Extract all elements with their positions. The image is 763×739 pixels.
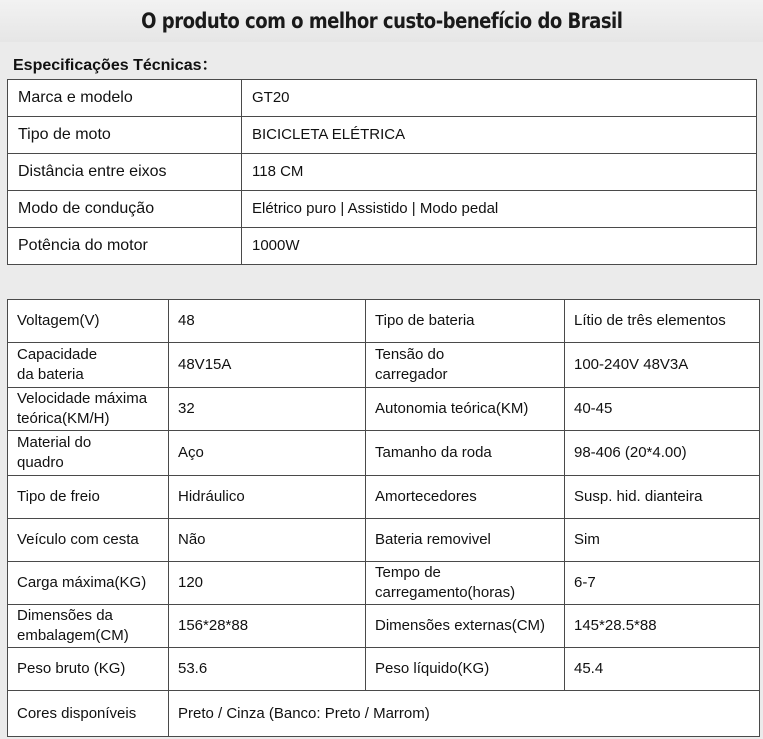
spec-value: Hidráulico <box>169 476 366 519</box>
spec-value: 98-406 (20*4.00) <box>565 431 760 476</box>
table-row <box>8 154 757 191</box>
spec-label: Tamanho da roda <box>366 431 565 476</box>
spec-value: 48V15A <box>169 343 366 388</box>
table-row <box>8 343 760 388</box>
colors-value: Preto / Cinza (Banco: Preto / Marrom) <box>169 691 760 737</box>
spec-label: Tipo de freio <box>8 476 169 519</box>
spec-value: BICICLETA ELÉTRICA <box>242 117 757 154</box>
spec-value: 156*28*88 <box>169 605 366 648</box>
spec-value: 118 CM <box>242 154 757 191</box>
spec-value: Susp. hid. dianteira <box>565 476 760 519</box>
spec-value: 40-45 <box>565 388 760 431</box>
spec-value: Aço <box>169 431 366 476</box>
spec-value: 6-7 <box>565 562 760 605</box>
table-row <box>8 300 760 343</box>
table-row <box>8 648 760 691</box>
table-row <box>8 519 760 562</box>
spec-label: Amortecedores <box>366 476 565 519</box>
spec-value: Não <box>169 519 366 562</box>
spec-value: Lítio de três elementos <box>565 300 760 343</box>
spec-label: Velocidade máxima teórica(KM/H) <box>8 388 169 431</box>
spec-label: Autonomia teórica(KM) <box>366 388 565 431</box>
spec-value: 100-240V 48V3A <box>565 343 760 388</box>
table-row-colors <box>8 691 760 737</box>
spec-label: Potência do motor <box>8 228 242 265</box>
spec-value: 32 <box>169 388 366 431</box>
spec-label: Voltagem(V) <box>8 300 169 343</box>
title-bar <box>0 0 763 42</box>
table-row <box>8 191 757 228</box>
spec-value: GT20 <box>242 80 757 117</box>
spec-label: Tempo de carregamento(horas) <box>366 562 565 605</box>
spec-label: Capacidade da bateria <box>8 343 169 388</box>
spec-label: Dimensões externas(CM) <box>366 605 565 648</box>
table-row <box>8 228 757 265</box>
spec-label: Carga máxima(KG) <box>8 562 169 605</box>
spec-value: 120 <box>169 562 366 605</box>
table-row <box>8 117 757 154</box>
spec-label: Distância entre eixos <box>8 154 242 191</box>
basic-specs-table <box>7 79 757 265</box>
spec-value: 145*28.5*88 <box>565 605 760 648</box>
spec-label: Tipo de bateria <box>366 300 565 343</box>
spec-value: Sim <box>565 519 760 562</box>
spec-label: Peso bruto (KG) <box>8 648 169 691</box>
spec-label: Bateria removivel <box>366 519 565 562</box>
spec-label: Material do quadro <box>8 431 169 476</box>
colors-label: Cores disponíveis <box>8 691 169 737</box>
table-row <box>8 431 760 476</box>
spec-value: 45.4 <box>565 648 760 691</box>
section-label: Especificações Técnicas： <box>13 57 218 74</box>
spec-value: 48 <box>169 300 366 343</box>
spec-value: 53.6 <box>169 648 366 691</box>
spec-label: Modo de condução <box>8 191 242 228</box>
detail-specs-table <box>7 299 760 737</box>
spec-label: Tipo de moto <box>8 117 242 154</box>
table-row <box>8 476 760 519</box>
table-row <box>8 388 760 431</box>
spec-value: Elétrico puro | Assistido | Modo pedal <box>242 191 757 228</box>
table-row <box>8 605 760 648</box>
table-row <box>8 80 757 117</box>
detail-specs-body <box>8 300 760 737</box>
spec-label: Marca e modelo <box>8 80 242 117</box>
spec-label: Dimensões da embalagem(CM) <box>8 605 169 648</box>
page-title: O produto com o melhor custo-benefício do Brasil <box>140 9 623 33</box>
spec-label: Tensão do carregador <box>366 343 565 388</box>
spec-label: Peso líquido(KG) <box>366 648 565 691</box>
spec-value: 1000W <box>242 228 757 265</box>
table-row <box>8 562 760 605</box>
spec-label: Veículo com cesta <box>8 519 169 562</box>
